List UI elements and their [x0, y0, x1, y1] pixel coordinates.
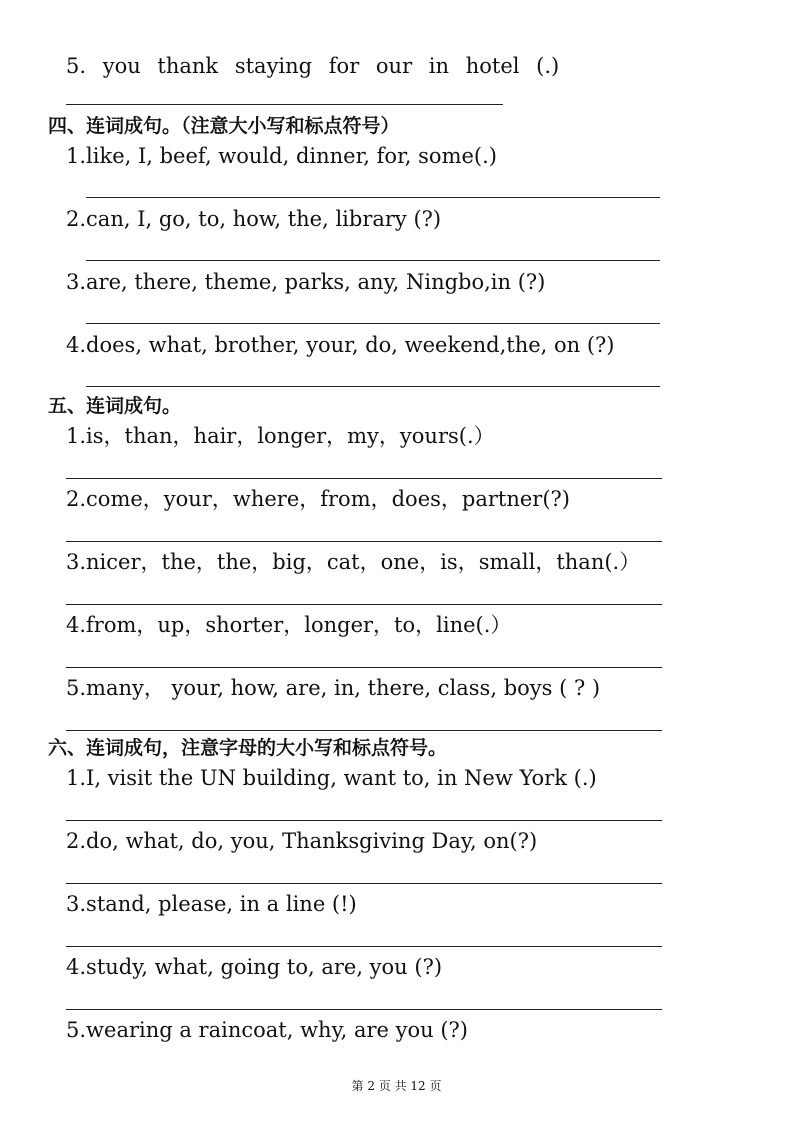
question-6-4: 4.study, what, going to, are, you (?)	[66, 955, 443, 979]
answer-line[interactable]	[86, 386, 660, 387]
answer-line[interactable]	[66, 541, 662, 542]
section-heading-5: 五、连词成句。	[48, 395, 182, 417]
section-heading-6: 六、连词成句，注意字母的大小写和标点符号。	[48, 737, 448, 759]
answer-line[interactable]	[86, 323, 660, 324]
question-5-3: 3.nicer，the，the，big，cat，one，is，small，than(.）	[66, 550, 641, 574]
question-6-1: 1.I, visit the UN building, want to, in New York (.)	[66, 766, 597, 790]
question-4-3: 3.are, there, theme, parks, any, Ningbo,in (?)	[66, 270, 546, 294]
page-number-footer: 第 2 页 共 12 页	[351, 1079, 442, 1093]
answer-line[interactable]	[66, 1009, 662, 1010]
section-heading-4: 四、连词成句。（注意大小写和标点符号）	[48, 115, 400, 137]
answer-line[interactable]	[66, 883, 662, 884]
question-6-3: 3.stand, please, in a line (!)	[66, 892, 357, 916]
question-4-2: 2.can, I, go, to, how, the, library (?)	[66, 207, 442, 231]
question-6-2: 2.do, what, do, you, Thanksgiving Day, on(?)	[66, 829, 538, 853]
question-4-4: 4.does, what, brother, your, do, weekend,the, on (?)	[66, 333, 615, 357]
question-top-5: 5. you thank staying for our in hotel (.)	[66, 54, 560, 78]
question-4-1: 1.like, I, beef, would, dinner, for, some(.)	[66, 144, 497, 168]
question-5-1: 1.is，than，hair，longer，my，yours(.）	[66, 424, 495, 448]
answer-line[interactable]	[66, 820, 662, 821]
answer-line[interactable]	[86, 197, 660, 198]
answer-line[interactable]	[86, 260, 660, 261]
question-5-2: 2.come，your，where，from，does，partner(?)	[66, 487, 570, 511]
question-6-5: 5.wearing a raincoat, why, are you (?)	[66, 1018, 469, 1042]
question-5-5: 5.many， your, how, are, in, there, class, boys ( ? )	[66, 676, 601, 700]
answer-line[interactable]	[66, 604, 662, 605]
answer-line[interactable]	[66, 667, 662, 668]
question-5-4: 4.from，up，shorter，longer，to，line(.）	[66, 613, 512, 637]
answer-line[interactable]	[66, 730, 662, 731]
answer-line[interactable]	[66, 478, 662, 479]
answer-line[interactable]	[66, 104, 503, 105]
answer-line[interactable]	[66, 946, 662, 947]
